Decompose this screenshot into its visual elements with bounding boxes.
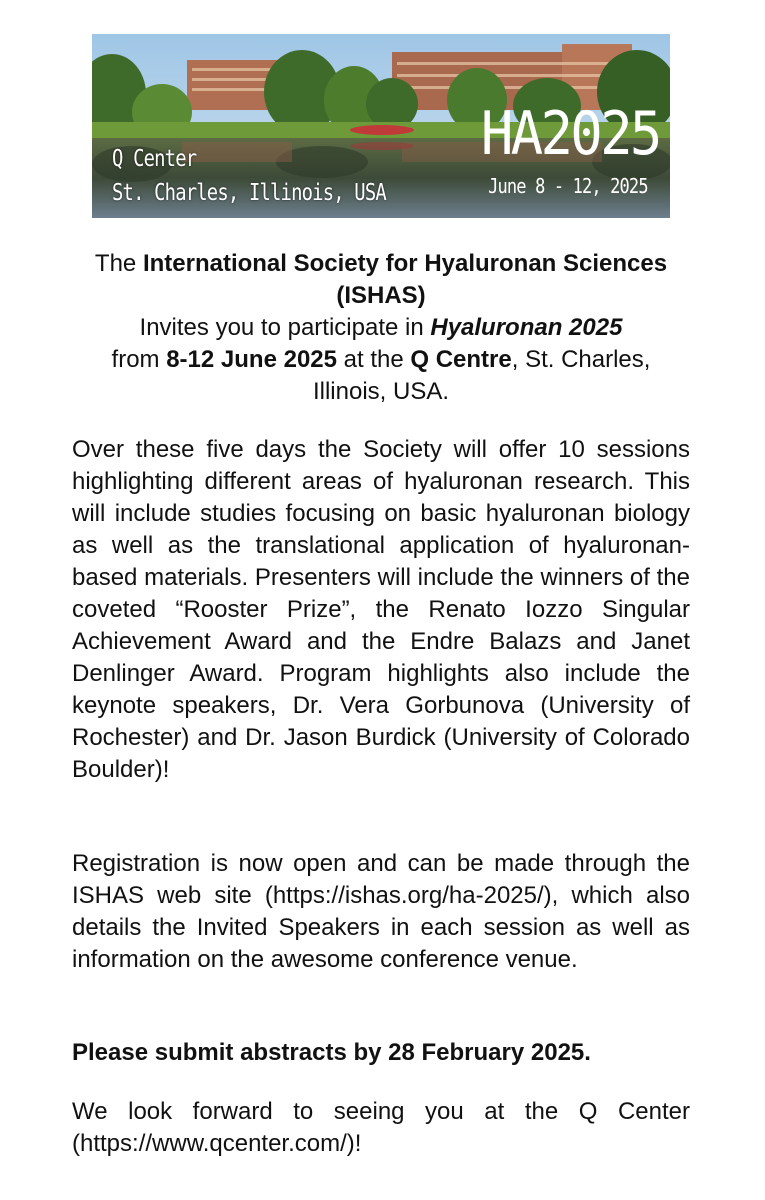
from-text: from [111,346,167,373]
at-text: at the [336,346,411,373]
conference-name: Hyaluronan 2025 [430,314,623,341]
invite-text: Invites you to participate in [139,314,431,341]
conference-venue: Q Centre [410,346,512,373]
society-prefix: The [94,250,143,277]
abstract-deadline: Please submit abstracts by 28 February 2025. [72,1039,591,1066]
society-name: International Society for Hyaluronan Sciences (ISHAS) [142,250,668,309]
venue-banner-image [92,34,670,218]
invitation-header [72,248,690,408]
event-dates: June 8 - 12, 2025 [488,174,648,198]
conference-location: , St. Charles, Illinois, USA. [312,346,651,405]
venue-name: Q Center [112,146,197,172]
program-overview-paragraph: Over these five days the Society will offer 10 sessions highlighting different areas of hyaluronan research. This will include studies focusing on basic hyaluronan biology as well as the translational application of hyaluronan-based materials. Presenters will include the winners of the coveted “Rooster Prize”, the Renato Iozzo Singular Achievement Award and the Endre Balazs and Janet Denlinger Award. Program highlights also include the keynote speakers, Dr. Vera Gorbunova (University of Rochester) and Dr. Jason Burdick (University of Colorado Boulder)! [72,436,690,783]
conference-dates: 8-12 June 2025 [166,346,337,373]
registration-paragraph: Registration is now open and can be made through the ISHAS web site (https://ishas.org/ha-2025/), which also details the Invited Speakers in each session as well as information on the awesome conference venue. [72,850,690,973]
venue-location: St. Charles, Illinois, USA [112,180,386,206]
event-code-title: HA2025 [481,99,660,169]
closing-paragraph: We look forward to seeing you at the Q Center (https://www.qcenter.com/)! [72,1098,690,1157]
